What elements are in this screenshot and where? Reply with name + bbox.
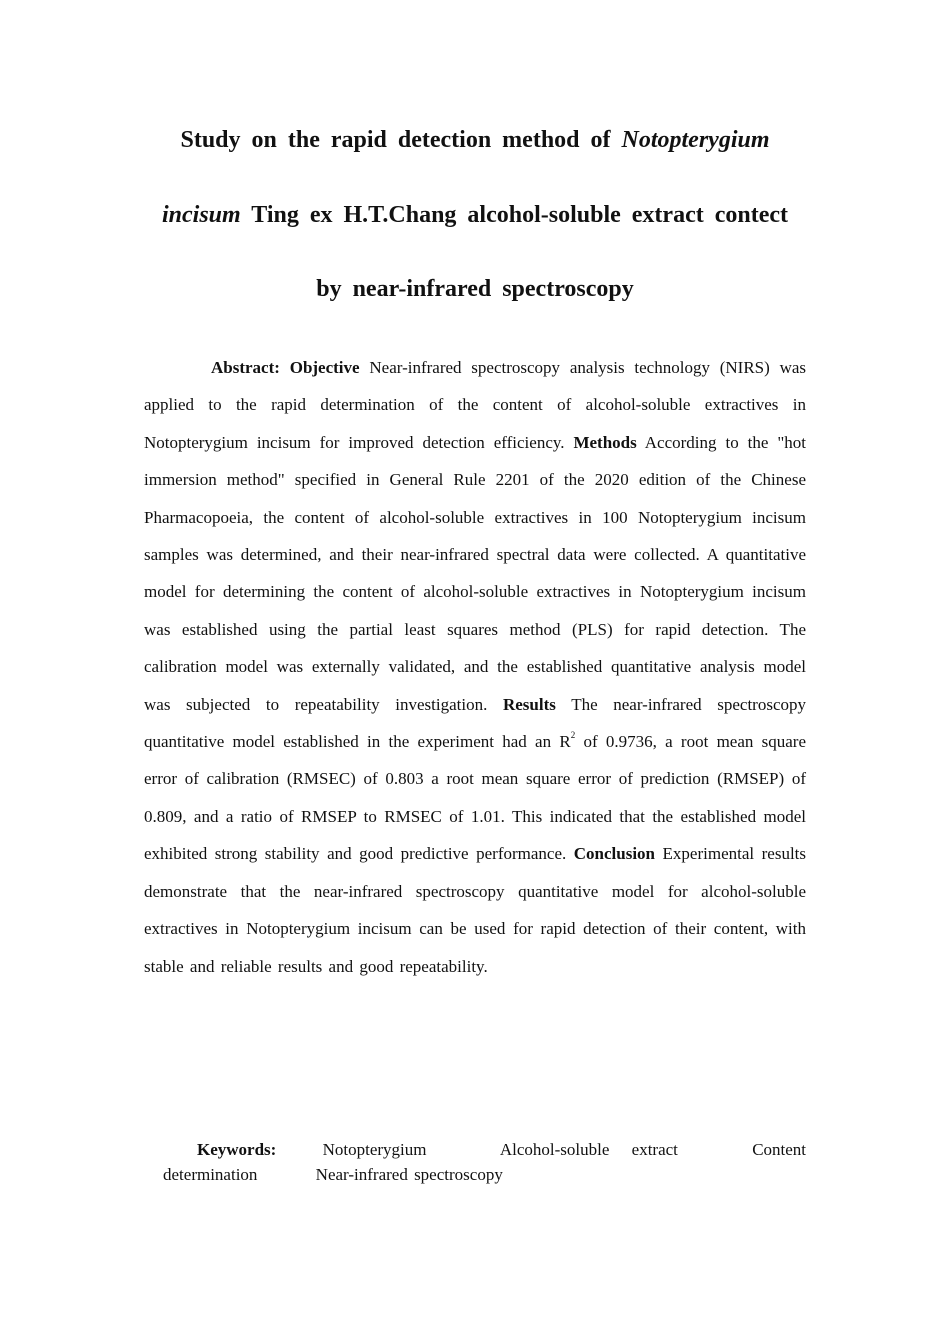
methods-text: According to the "hot immersion method" specified in General Rule 2201 of the 2020 edition of the Chinese Pharmacopoeia, the content of alcohol-soluble extractives in 100 Notopterygium incisum samples was determined, and their near-infrared spectral data were collected. A quantitative model for determining the content of alcohol-soluble extractives in Notopterygium incisum was established using the partial least squares method (PLS) for rapid detection. The calibration model was externally validated, and the established quantitative analysis model was subjected to repeatability investigation. (144, 432, 807, 714)
conclusion-label: Conclusion (573, 844, 656, 864)
objective-label: Objective (289, 358, 360, 377)
results-text-a: The near-infrared spectroscopy quantitative model established in the experiment had an R (144, 694, 806, 752)
abstract-label: Abstract: (211, 358, 280, 377)
keywords-line (163, 1137, 806, 1187)
title-species-name: Notopterygium incisum (161, 127, 770, 228)
keyword-item: Content determination (163, 1140, 807, 1184)
keyword-item: Alcohol-soluble extract (499, 1140, 678, 1159)
objective-text: Near-infrared spectroscopy analysis technology (NIRS) was applied to the rapid determination of the content of alcohol-soluble extractives in Notopterygium incisum for improved detection efficiency. (144, 358, 807, 452)
results-label: Results (502, 694, 556, 714)
paper-title (144, 103, 806, 327)
r-squared-superscript: 2 (570, 730, 576, 741)
title-part-2: Ting ex H.T.Chang alcohol-soluble extract contect by near-infrared spectroscopy (251, 201, 789, 302)
abstract-paragraph (144, 349, 806, 985)
title-part-1: Study on the rapid detection method of (180, 127, 611, 153)
methods-label: Methods (573, 432, 637, 452)
keywords-label: Keywords: (197, 1140, 277, 1159)
keyword-item: Near-infrared spectroscopy (315, 1165, 503, 1184)
results-text-b: of 0.9736, a root mean square error of calibration (RMSEC) of 0.803 a root mean square error of prediction (RMSEP) of 0.809, and a ratio of RMSEP to RMSEC of 1.01. This indicated that the established model exhibited strong stability and good predictive performance. (144, 732, 807, 864)
keyword-item: Notopterygium (322, 1140, 427, 1159)
conclusion-text: Experimental results demonstrate that the near-infrared spectroscopy quantitative model for alcohol-soluble extractives in Notopterygium incisum can be used for rapid detection of their content, with stable and reliable results and good repeatability. (144, 844, 807, 976)
